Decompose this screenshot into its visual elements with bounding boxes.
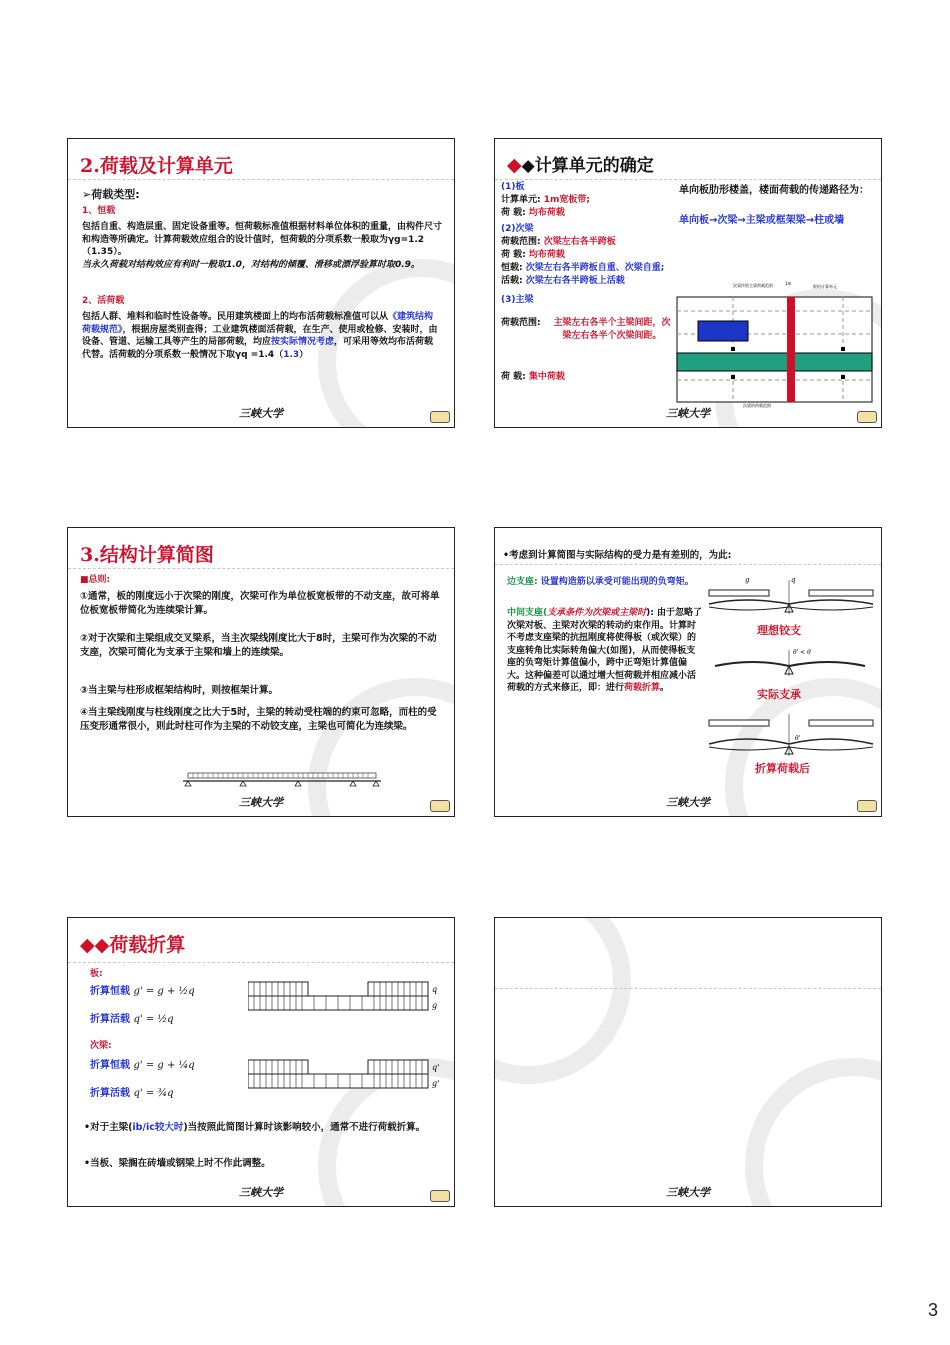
rule-2: ②对于次梁和主梁组成交叉梁系，当主次梁线刚度比大于8时，主梁可作为次梁的不动支座，次梁可简化为支承于主梁和墙上的连续梁。 bbox=[80, 633, 437, 658]
section-secondary-beam: (2)次梁 bbox=[501, 224, 534, 234]
section-main-beam: (3)主梁 bbox=[501, 295, 534, 305]
slide-title: ◆◆荷载折算 bbox=[80, 934, 186, 956]
rule-1: ①通常，板的刚度远小于次梁的刚度，次梁可作为单位板宽板带的不动支座，故可将单位板宽板带简化为连续梁计算。 bbox=[80, 591, 440, 616]
line bbox=[501, 275, 625, 288]
note-masonry: •当板、梁搁在砖墙或钢梁上时不作此调整。 bbox=[84, 1158, 271, 1169]
heading-live-load: 2、活荷载 bbox=[82, 296, 125, 306]
middle-support bbox=[507, 607, 702, 695]
text: 恒载: bbox=[501, 263, 523, 273]
text: ，根据房屋类别查得；工业建筑楼面活荷载，在生产、使用或检修、安装时，由设备、管道、运输工具等产生的局部荷载，均应 bbox=[82, 324, 438, 347]
text: 荷 载: bbox=[501, 208, 526, 218]
text: 设置构造筋以承受可能出现的负弯矩。 bbox=[540, 577, 694, 587]
line bbox=[501, 194, 590, 207]
symbol-theta: θ' < θ bbox=[793, 649, 811, 656]
nav-icon bbox=[857, 800, 877, 812]
page-number: 3 bbox=[927, 1300, 938, 1320]
slide-loads-and-units bbox=[67, 138, 455, 428]
symbol-q: q bbox=[432, 985, 438, 994]
footer-logo: 三峡大学 bbox=[666, 1186, 710, 1199]
text: 集中荷载 bbox=[528, 372, 565, 382]
footer-logo: 三峡大学 bbox=[666, 796, 710, 809]
heading: ■总则: bbox=[80, 575, 111, 585]
formula: g' = g + ½q bbox=[133, 986, 195, 997]
slab-load-diagram bbox=[248, 980, 443, 1018]
footer-logo: 三峡大学 bbox=[239, 1186, 283, 1199]
support-figures bbox=[705, 574, 877, 804]
text: ◆计算单元的确定 bbox=[521, 156, 654, 176]
formula-row bbox=[90, 1060, 195, 1073]
divider bbox=[495, 179, 881, 180]
slide-title: ◆◆计算单元的确定 bbox=[507, 154, 654, 176]
fig-label: 1m bbox=[785, 281, 792, 286]
text: 次梁左右各半跨板 bbox=[543, 237, 616, 247]
text: ） bbox=[299, 349, 309, 360]
symbol-theta: θ' bbox=[795, 735, 801, 742]
section-slab: (1)板 bbox=[501, 182, 525, 192]
text: 荷载范围: bbox=[501, 237, 541, 247]
text: 按实际情况考虑 bbox=[271, 337, 335, 347]
label-secondary-beam: 次梁: bbox=[90, 1041, 112, 1051]
load-path-text: 单向板肋形楼盖，楼面荷载的传递路径为： bbox=[679, 185, 869, 196]
load-path: 单向板→次梁→主梁或框架梁→柱或墙 bbox=[679, 215, 845, 226]
slide-blank bbox=[494, 917, 882, 1207]
slide-calc-unit bbox=[494, 138, 882, 428]
slide-load-adjustment-reason bbox=[494, 527, 882, 817]
label-slab: 板: bbox=[90, 969, 103, 979]
formula-row bbox=[90, 986, 195, 999]
text: •对于主梁( bbox=[84, 1122, 133, 1133]
footer-logo: 三峡大学 bbox=[666, 407, 710, 420]
formula: g' = g + ¼q bbox=[133, 1060, 195, 1071]
divider bbox=[68, 962, 454, 963]
line bbox=[501, 262, 664, 275]
text: ib/ic较大时 bbox=[132, 1122, 184, 1133]
symbol-g: g bbox=[745, 576, 750, 584]
floor-plan-figure bbox=[673, 279, 878, 409]
label: 荷载范围: bbox=[501, 318, 541, 328]
note-main-beam bbox=[84, 1122, 444, 1135]
text: 荷载折算 bbox=[624, 683, 661, 693]
footer-logo: 三峡大学 bbox=[239, 407, 283, 420]
slide-load-conversion bbox=[67, 917, 455, 1207]
nav-icon bbox=[430, 1190, 450, 1202]
text: 活载: bbox=[501, 276, 523, 286]
text: 次梁左右各半跨板自重、次梁自重; bbox=[525, 263, 665, 273]
caption-actual-support: 实际支承 bbox=[757, 688, 801, 701]
beam-load-diagram bbox=[248, 1058, 443, 1098]
formula: q' = ¾q bbox=[133, 1088, 174, 1099]
text: 折算恒载 bbox=[90, 1060, 130, 1071]
rule-3: ③当主梁与柱形成框架结构时，则按框架计算。 bbox=[80, 685, 279, 696]
text: ，可采用等效均布活荷载代替。活荷载的分项系数一般情况下取γq =1.4（ bbox=[82, 337, 434, 360]
subtitle: ➢荷载类型: bbox=[82, 188, 140, 201]
slide-title: 3.结构计算简图 bbox=[80, 544, 214, 566]
rule-4: ④当主梁线刚度与柱线刚度之比大于5时，主梁的转动受柱端的约束可忽略，而柱的受压变形通常很小，则此时柱可作为主梁的不动铰支座，主梁也可简化为连续梁。 bbox=[80, 707, 437, 732]
bg-circle bbox=[494, 917, 631, 1084]
paragraph-dead-load: 包括自重、构造层重、固定设备重等。恒荷载标准值根据材料单位体积的重量，由构件尺寸和构造等所确定。计算荷载效应组合的设计值时，恒荷载的分项系数一般取为γg=1.2（1.35）。 bbox=[82, 222, 443, 257]
footer-logo: 三峡大学 bbox=[239, 796, 283, 809]
line: 主梁左右各半个主梁间距，次梁左右各半个次梁间距。 bbox=[553, 318, 671, 341]
text: ◆荷载折算 bbox=[94, 934, 186, 956]
continuous-beam-figure bbox=[183, 772, 383, 794]
text: 折算恒载 bbox=[90, 986, 130, 997]
text: 均布荷载 bbox=[528, 208, 565, 218]
text: 1m宽板带; bbox=[543, 195, 590, 205]
text: 。 bbox=[660, 683, 670, 693]
symbol-g: g bbox=[432, 1001, 438, 1010]
slide-structural-diagram bbox=[67, 527, 455, 817]
line bbox=[501, 207, 565, 220]
intro: •考虑到计算简图与实际结构的受力是有差别的，为此: bbox=[503, 550, 732, 561]
formula-row bbox=[90, 1088, 173, 1101]
symbol-q: q bbox=[791, 576, 796, 584]
text: 均布荷载 bbox=[528, 250, 565, 260]
formula: q' = ½q bbox=[133, 1014, 174, 1025]
line bbox=[501, 371, 565, 384]
symbol-g-prime: g' bbox=[432, 1079, 440, 1088]
text: 支承条件为次梁或主梁时 bbox=[547, 608, 647, 618]
nav-icon bbox=[857, 411, 877, 423]
divider bbox=[68, 568, 454, 569]
text: )当按照此简图计算时该影响较小，通常不进行荷载折算。 bbox=[183, 1122, 426, 1133]
caption-after-conversion: 折算荷载后 bbox=[755, 762, 810, 775]
paragraph-dead-load-note: 当永久荷载对结构效应有利时一般取1.0，对结构的倾覆、滑移或漂浮验算时取0.9。 bbox=[82, 260, 420, 270]
slide-title: 2.荷载及计算单元 bbox=[80, 155, 233, 177]
fig-label: 板的计算单元 bbox=[813, 284, 837, 289]
text: 1.3 bbox=[283, 349, 300, 360]
text: 包括人群、堆料和临时性设备等。民用建筑楼面上的均布活荷载标准值可以从 bbox=[82, 312, 389, 322]
heading-dead-load: 1、恒载 bbox=[82, 206, 116, 216]
caption-ideal-hinge: 理想铰支 bbox=[757, 624, 801, 637]
formula-row bbox=[90, 1014, 173, 1027]
fig-label: 次梁传给主梁荷载范围 bbox=[733, 283, 773, 288]
text: 边支座: bbox=[507, 577, 538, 587]
fig-label: 次梁的荷载范围 bbox=[743, 403, 771, 408]
text: 折算活载 bbox=[90, 1014, 130, 1025]
divider bbox=[495, 988, 881, 989]
text: 计算单元: bbox=[501, 195, 541, 205]
text: 中间支座( bbox=[507, 608, 548, 618]
code-link: 《建筑结构荷载规范》 bbox=[82, 312, 434, 335]
divider bbox=[495, 564, 881, 565]
divider bbox=[68, 179, 454, 180]
text: 荷 载: bbox=[501, 372, 526, 382]
edge-support bbox=[507, 576, 702, 589]
paragraph-live-load bbox=[82, 311, 442, 361]
text: 折算活载 bbox=[90, 1088, 130, 1099]
line bbox=[501, 236, 616, 249]
text: 次梁左右各半跨板上活载 bbox=[525, 276, 625, 286]
nav-icon bbox=[430, 800, 450, 812]
text: ): 由于忽略了次梁对板、主梁对次梁的转动约束作用。计算时不考虑支座梁的抗扭刚度将使得板（或次梁）的支座转角比实际转角偏大(如图)，从而使得板支座的负弯矩计算值偏小，跨中正弯矩计算值偏大。这种偏差可以通过增大恒荷载并相应减小活荷载的方式来修正，即：进行 bbox=[507, 608, 702, 693]
nav-icon bbox=[430, 411, 450, 423]
text: 荷 载: bbox=[501, 250, 526, 260]
line bbox=[501, 249, 565, 262]
symbol-q-prime: q' bbox=[432, 1063, 440, 1072]
